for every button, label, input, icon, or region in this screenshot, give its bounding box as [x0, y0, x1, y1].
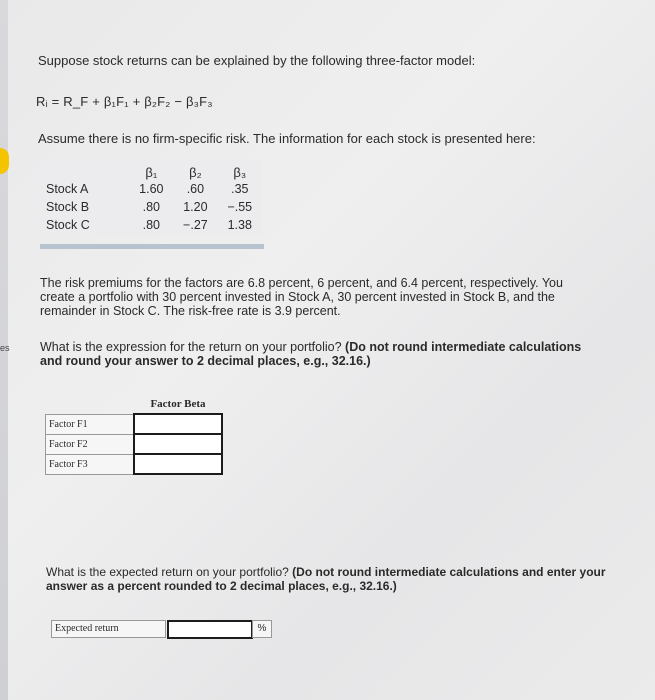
factor-f2-input[interactable] — [134, 434, 222, 454]
factor-f3-input[interactable] — [134, 454, 222, 474]
three-factor-formula: Rᵢ = R_F + β₁F₁ + β₂F₂ − β₃F₃ — [36, 94, 213, 109]
edge-text-fragment: es — [0, 343, 10, 353]
stock-name: Stock C — [46, 218, 90, 232]
factor-label: Factor F1 — [46, 414, 135, 434]
expected-return-label: Expected return — [51, 620, 166, 638]
factor-header-row — [46, 395, 223, 414]
factor-beta-table — [45, 395, 223, 475]
risk-premium-paragraph: The risk premiums for the factors are 6.8 percent, 6 percent, and 6.4 percent, respectively. You create a portfolio with 30 percent invested in Stock A, 30 percent invested in Stock B, and the remainder in Stock C. The risk-free rate is 3.9 percent. — [40, 276, 563, 318]
beta-1-value: 1.60 — [139, 182, 164, 196]
beta-2-value: 1.20 — [183, 200, 208, 214]
table-row — [46, 434, 223, 454]
percent-unit: % — [252, 620, 272, 638]
stock-name: Stock B — [46, 200, 90, 214]
beta-3-value: 1.38 — [227, 218, 252, 232]
beta-1-value: .80 — [142, 200, 161, 214]
table-bottom-rule — [40, 244, 264, 249]
factor-beta-header: Factor Beta — [150, 398, 206, 410]
factor-label: Factor F3 — [46, 454, 135, 474]
beta-header-row — [40, 160, 262, 181]
table-row — [46, 454, 223, 474]
factor-f1-input[interactable] — [134, 414, 222, 434]
beta-header-3: β₃ — [233, 165, 247, 180]
question-intro: Suppose stock returns can be explained by the following three-factor model: — [38, 53, 476, 68]
question-expected-return — [46, 565, 606, 593]
table-row — [46, 414, 223, 434]
question-text: What is the expected return on your portfolio? — [46, 565, 289, 579]
beta-header-blank — [40, 160, 129, 181]
assume-text: Assume there is no firm-specific risk. The information for each stock is presented here: — [38, 131, 536, 146]
beta-2-value: −.27 — [183, 218, 208, 232]
table-row — [40, 181, 262, 199]
factor-label: Factor F2 — [46, 434, 135, 454]
table-row — [40, 199, 262, 217]
question-instruction: (Do not round intermediate calculations and round your answer to 2 decimal places, e.g., 32.16.) — [40, 340, 582, 368]
beta-2-value: .60 — [186, 182, 205, 196]
stock-name: Stock A — [46, 182, 89, 196]
table-row — [40, 217, 262, 235]
beta-3-value: −.55 — [227, 200, 253, 214]
beta-1-value: .80 — [142, 218, 161, 232]
question-instruction: (Do not round intermediate calculations and enter your answer as a percent rounded to 2 decimal places, e.g., 32.16.) — [46, 565, 606, 593]
beta-header-1: β₁ — [145, 165, 158, 180]
expected-return-input[interactable] — [167, 620, 253, 639]
beta-3-value: .35 — [231, 182, 249, 196]
beta-table — [40, 160, 262, 235]
beta-header-2: β₂ — [189, 165, 202, 180]
question-text: What is the expression for the return on your portfolio? — [40, 340, 342, 354]
factor-header-blank — [46, 395, 135, 414]
question-portfolio-expression — [40, 340, 600, 368]
